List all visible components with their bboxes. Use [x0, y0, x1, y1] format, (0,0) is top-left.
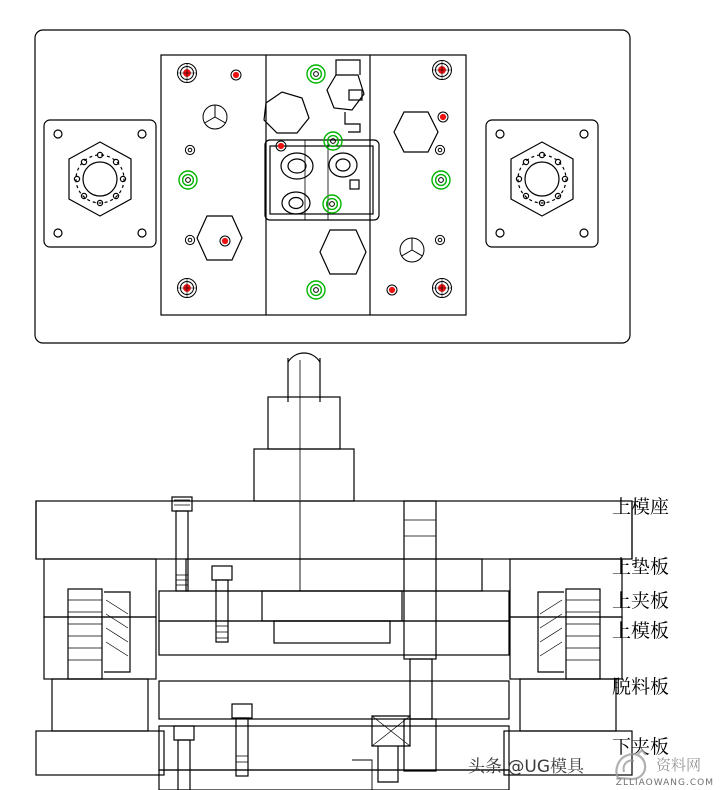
plate-label-upper-die-shoe: 上模座 [612, 496, 670, 518]
watermark-text: 头条 @UG模具 [468, 757, 585, 777]
plate-label-upper-die-plate: 上模板 [612, 620, 670, 642]
plate-label-lower-punch-holder: 下夹板 [612, 736, 670, 758]
plan-view-markers [178, 61, 452, 300]
plate-label-upper-punch-holder: 上夹板 [612, 590, 670, 612]
plate-label-stripper-plate: 脱料板 [612, 676, 670, 698]
section-view-group [36, 353, 632, 790]
plate-label-upper-backing-plate: 上垫板 [612, 556, 670, 578]
watermark-subtext: ZLLIAOWANG.COM [615, 778, 714, 788]
plan-view-group [35, 30, 630, 343]
svg-text:资料网: 资料网 [656, 756, 702, 774]
